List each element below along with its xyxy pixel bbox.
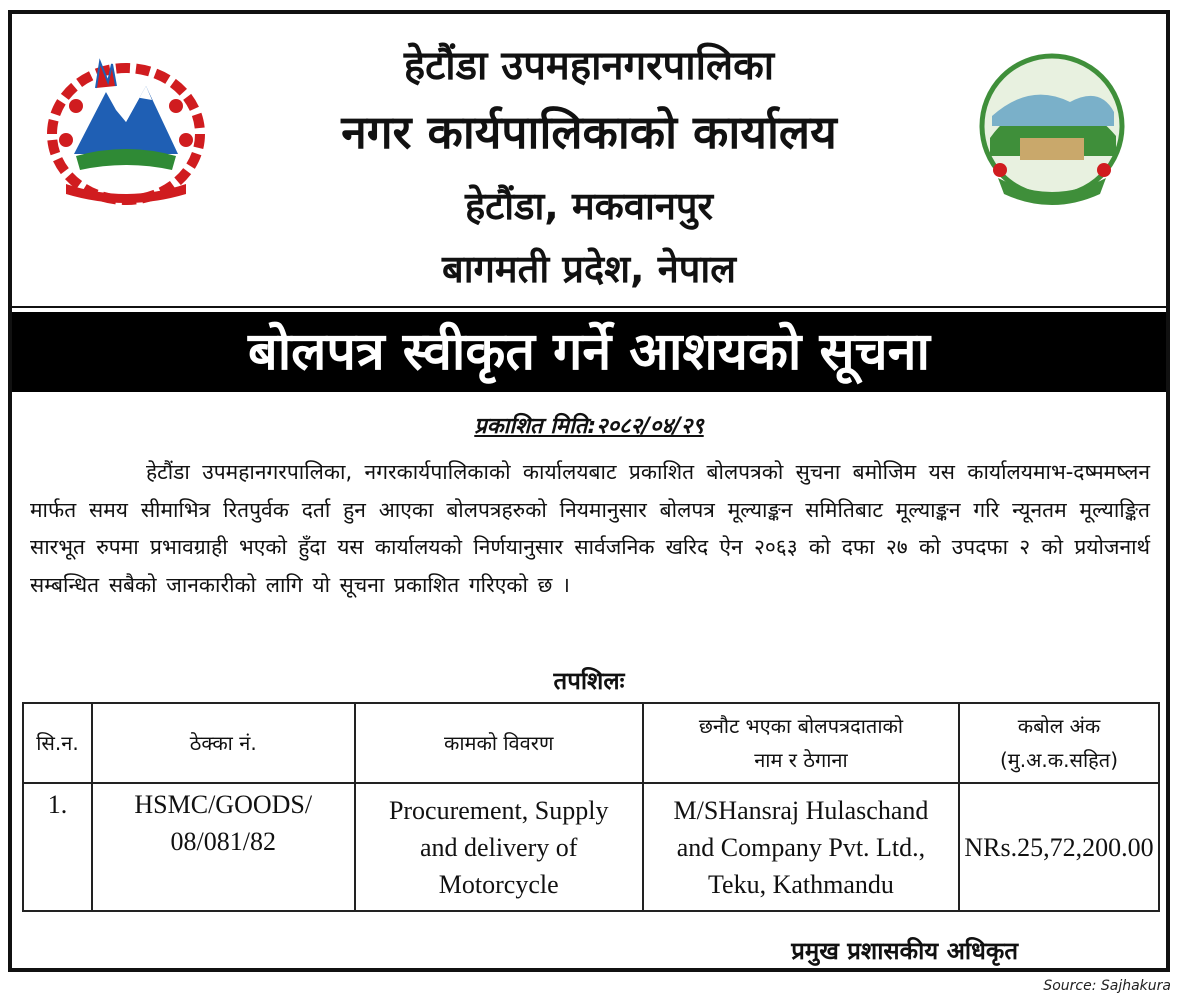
notice-body: हेटौंडा उपमहानगरपालिका, नगरकार्यपालिकाको कार्यालयबाट प्रकाशित बोलपत्रको सुचना बमोजिम यस कार्यालयमाभ-दष्ममष्लन मार्फत समय सीमाभित्र रितपुर्वक दर्ता हुन आएका बोलपत्रहरुको नियमानुसार बोलपत्र मूल्याङ्कन समितिबाट मूल्याङ्कन गरि न्यूनतम मूल्याङ्कित सारभूत रुपमा प्रभावग्राही भएको हुँदा यस कार्यालयको निर्णयानुसार सार्वजनिक खरिद ऐन २०६३ को दफा २७ को उपदफा २ को प्रयोजनार्थ सम्बन्धित सबैको जानकारीको लागि यो सूचना प्रकाशित गरिएको छ । [30, 460, 1150, 597]
bidder-line1: M/SHansraj Hulaschand [673, 795, 929, 825]
col-contract-no: ठेक्का नं. [92, 703, 355, 783]
desc-line3: Motorcycle [438, 869, 559, 899]
publish-date: प्रकाशित मिति:२०८२/०४/२९ [474, 414, 704, 439]
cell-amount: NRs.25,72,200.00 [959, 783, 1159, 911]
header [12, 14, 1166, 310]
cell-sn: 1. [23, 783, 92, 911]
cell-contract-no [92, 783, 355, 911]
notice-title: बोलपत्र स्वीकृत गर्ने आशयको सूचना [12, 312, 1166, 392]
signatory-title: प्रमुख प्रशासकीय अधिकृत [791, 937, 1018, 965]
source-credit: Source: Sajhakura [1043, 978, 1171, 994]
contract-line2: 08/081/82 [170, 827, 276, 856]
col-amount [959, 703, 1159, 783]
schedule-heading: तपशिलः [553, 667, 625, 695]
col-bidder-line2: नाम र ठेगाना [754, 748, 848, 772]
col-amount-line2: (मु.अ.क.सहित) [1000, 748, 1118, 772]
notice-frame [8, 10, 1170, 972]
col-bidder-line1: छनौट भएका बोलपत्रदाताको [698, 714, 904, 738]
desc-line1: Procurement, Supply [388, 795, 609, 825]
province-country: बागमती प्रदेश, नेपाल [442, 247, 736, 291]
municipality-logo-icon [970, 46, 1135, 216]
table-header-row [23, 703, 1159, 783]
cell-description [355, 783, 643, 911]
office-location: हेटौंडा, मकवानपुर [464, 184, 714, 228]
col-bidder [643, 703, 959, 783]
header-divider [12, 306, 1166, 308]
col-sn: सि.न. [23, 703, 92, 783]
col-amount-line1: कबोल अंक [1017, 714, 1101, 738]
municipality-name: हेटौंडा उपमहानगरपालिका [403, 43, 775, 89]
office-name: नगर कार्यपालिकाको कार्यालय [341, 105, 837, 159]
contract-line1: HSMC/GOODS/ [134, 790, 313, 819]
table-row [23, 783, 1159, 911]
desc-line2: and delivery of [420, 832, 578, 862]
cell-bidder [643, 783, 959, 911]
bidder-line3: Teku, Kathmandu [707, 869, 894, 899]
col-description: कामको विवरण [355, 703, 643, 783]
bidder-line2: and Company Pvt. Ltd., [676, 832, 926, 862]
tender-table [22, 702, 1160, 912]
